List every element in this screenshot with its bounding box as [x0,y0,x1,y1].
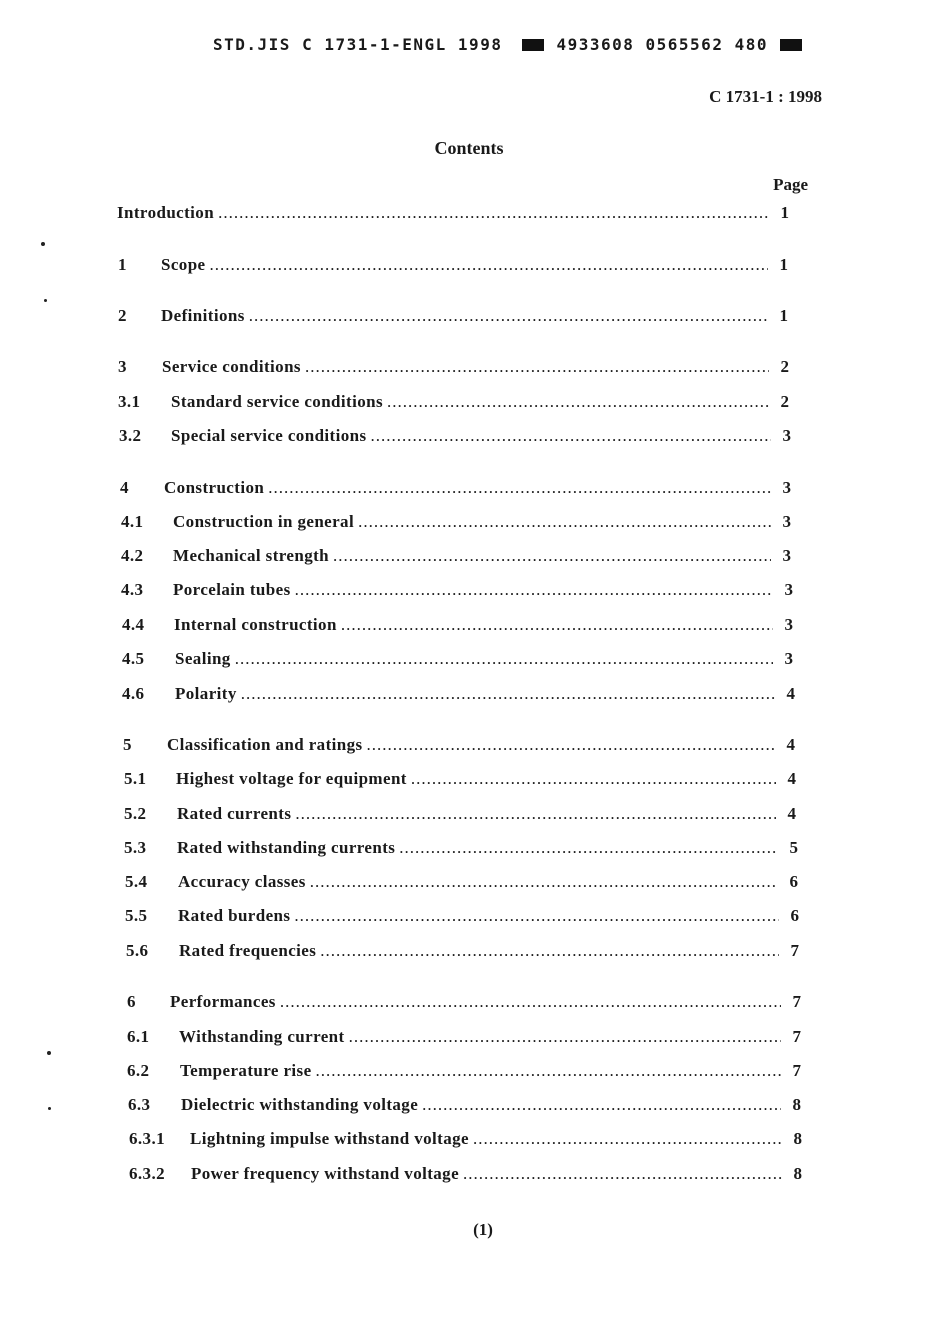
toc-page-number: 4 [786,684,796,703]
toc-page-number: 3 [782,426,792,445]
toc-page-number: 7 [792,992,802,1011]
scan-speck [48,1107,51,1110]
toc-dot-leader [249,306,768,326]
toc-section-title: Performances [170,992,276,1011]
black-bar-mark [522,39,544,51]
toc-section-number: 6.3.1 [129,1129,165,1148]
toc-page-number: 4 [786,735,796,754]
toc-dot-leader [341,615,773,635]
toc-page-number: 2 [780,357,790,376]
toc-entry [122,615,799,639]
toc-section-number: 6.3.2 [129,1164,165,1183]
toc-dot-leader [320,941,779,961]
toc-page-number: 1 [780,203,790,222]
toc-entry [127,992,807,1016]
toc-entry [122,649,799,673]
toc-section-title: Dielectric withstanding voltage [181,1095,419,1114]
toc-entry [124,804,802,828]
toc-dot-leader [399,838,778,858]
toc-section-title: Rated burdens [178,906,291,925]
toc-entry [118,357,795,381]
toc-page-number: 7 [790,941,800,960]
toc-page-number: 3 [782,512,792,531]
toc-page-number: 6 [789,872,799,891]
toc-entry [117,203,795,227]
toc-entry [118,392,795,416]
toc-section-number: 5.3 [124,838,147,857]
toc-entry [124,769,802,793]
toc-section-number: 4.5 [122,649,145,668]
toc-section-number: 4.2 [121,546,144,565]
toc-section-title: Power frequency withstand voltage [191,1164,460,1183]
toc-entry [121,512,797,536]
toc-entry [129,1129,808,1153]
toc-dot-leader [235,649,773,669]
document-number: C 1731-1 : 1998 [709,87,822,106]
toc-section-number: 6.2 [127,1061,150,1080]
toc-dot-leader [218,203,769,223]
toc-dot-leader [310,872,778,892]
toc-page-number: 1 [779,255,789,274]
toc-entry [121,546,797,570]
toc-section-title: Internal construction [174,615,337,634]
toc-entry [127,1027,807,1051]
toc-dot-leader [210,255,769,275]
toc-section-number: 5.1 [124,769,147,788]
toc-entry [119,426,797,450]
toc-section-title: Accuracy classes [178,872,306,891]
toc-section-number: 3.2 [119,426,142,445]
toc-section-title: Construction in general [173,512,355,531]
toc-section-title: Introduction [117,203,215,222]
toc-section-title: Highest voltage for equipment [176,769,407,788]
toc-page-number: 8 [793,1164,803,1183]
toc-page-number: 8 [793,1129,803,1148]
toc-entry [125,872,804,896]
document-code-header [213,35,802,54]
toc-dot-leader [295,580,773,600]
standard-code: STD.JIS C 1731-1-ENGL 1998 [213,35,503,54]
toc-dot-leader [349,1027,781,1047]
toc-dot-leader [473,1129,782,1149]
toc-section-number: 6.3 [128,1095,151,1114]
toc-section-number: 6 [127,992,136,1011]
toc-dot-leader [422,1095,781,1115]
toc-page-number: 5 [789,838,799,857]
toc-section-number: 4.4 [122,615,145,634]
toc-section-title: Rated withstanding currents [177,838,396,857]
toc-section-number: 2 [118,306,127,325]
toc-entry [121,580,799,604]
control-number: 4933608 0565562 480 [556,35,768,54]
toc-dot-leader [371,426,772,446]
toc-section-title: Withstanding current [179,1027,345,1046]
scan-speck [44,299,47,302]
toc-page-number: 2 [780,392,790,411]
toc-entry [122,684,801,708]
toc-entry [125,906,805,930]
toc-section-number: 5.2 [124,804,147,823]
toc-section-title: Sealing [175,649,231,668]
toc-section-number: 5.4 [125,872,148,891]
toc-section-title: Service conditions [162,357,301,376]
toc-page-number: 3 [782,478,792,497]
toc-section-title: Porcelain tubes [173,580,291,599]
toc-dot-leader [411,769,776,789]
toc-section-number: 1 [118,255,127,274]
toc-section-title: Temperature rise [180,1061,312,1080]
footer-page-number: (1) [473,1220,493,1239]
scan-speck [47,1051,51,1055]
toc-entry [128,1095,807,1119]
toc-entry [129,1164,808,1188]
toc-page-number: 8 [792,1095,802,1114]
toc-page-number: 3 [784,649,794,668]
toc-section-number: 5.5 [125,906,148,925]
toc-page-number: 4 [787,804,797,823]
scan-speck [41,242,45,246]
toc-dot-leader [358,512,771,532]
toc-entry [126,941,805,965]
page-title: Contents [434,138,504,158]
toc-dot-leader [387,392,769,412]
toc-entry [120,478,797,502]
toc-section-title: Classification and ratings [167,735,363,754]
toc-entry [118,306,794,330]
toc-dot-leader [367,735,775,755]
toc-section-title: Mechanical strength [173,546,330,565]
toc-section-title: Scope [161,255,206,274]
toc-section-title: Construction [164,478,265,497]
toc-page-number: 7 [792,1027,802,1046]
toc-section-number: 4.6 [122,684,145,703]
toc-dot-leader [295,804,776,824]
toc-dot-leader [463,1164,782,1184]
toc-dot-leader [294,906,779,926]
toc-page-number: 7 [792,1061,802,1080]
toc-section-title: Definitions [161,306,245,325]
toc-section-title: Rated frequencies [179,941,317,960]
toc-dot-leader [316,1061,781,1081]
toc-section-number: 4.3 [121,580,144,599]
toc-page-number: 6 [790,906,800,925]
toc-page-number: 4 [787,769,797,788]
toc-section-number: 6.1 [127,1027,150,1046]
toc-page-number: 3 [782,546,792,565]
toc-dot-leader [241,684,775,704]
toc-dot-leader [333,546,771,566]
black-bar-mark-end [780,39,802,51]
toc-section-number: 3 [118,357,127,376]
toc-dot-leader [280,992,781,1012]
toc-entry [124,838,804,862]
toc-dot-leader [268,478,771,498]
page-column-label: Page [773,175,808,194]
toc-entry [123,735,801,759]
toc-page-number: 3 [784,580,794,599]
toc-entry [127,1061,807,1085]
toc-section-number: 3.1 [118,392,141,411]
toc-section-title: Special service conditions [171,426,367,445]
toc-section-title: Standard service conditions [171,392,383,411]
toc-section-title: Rated currents [177,804,292,823]
toc-page-number: 1 [779,306,789,325]
toc-page-number: 3 [784,615,794,634]
toc-entry [118,255,794,279]
toc-section-title: Lightning impulse withstand voltage [190,1129,469,1148]
toc-section-number: 5.6 [126,941,149,960]
toc-section-number: 4 [120,478,129,497]
toc-section-title: Polarity [175,684,237,703]
toc-section-number: 5 [123,735,132,754]
toc-dot-leader [305,357,769,377]
toc-section-number: 4.1 [121,512,144,531]
